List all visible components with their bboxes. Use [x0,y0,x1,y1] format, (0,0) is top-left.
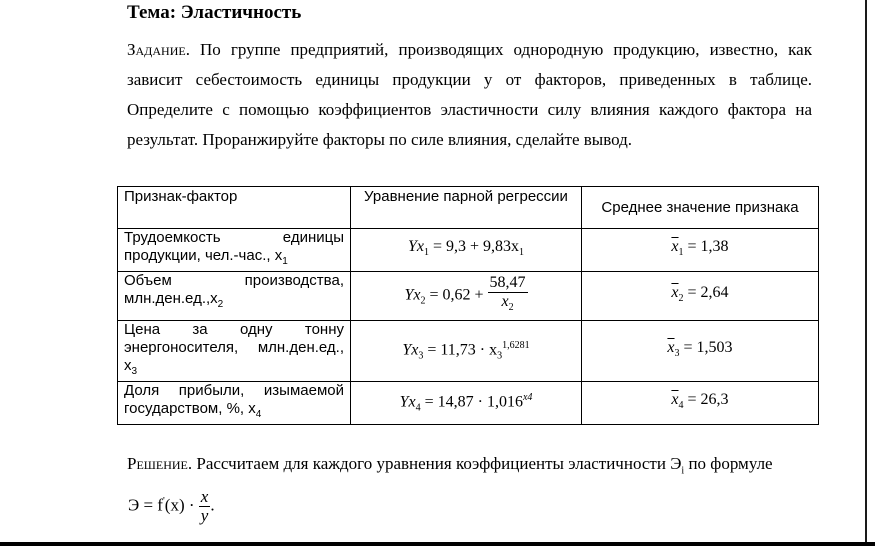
header-equation: Уравнение парной регрессии [351,187,582,229]
page-edge-bottom [0,542,875,546]
solution-text: Рассчитаем для каждого уравнения коэффициенты эластичности Э [196,454,682,473]
factors-table [117,186,819,425]
header-mean: Среднее значение признака [582,187,819,229]
equation-cell: $Yx_4 = 14,87 \cdot 1,016^{x4}$ [351,382,582,425]
mean-cell: $\overline{x}_2 = 2,64$ [582,272,819,321]
factor-line: энергоносителя, млн.ден.ед., [124,339,344,356]
table-row [118,382,819,425]
factor-cell [118,229,351,272]
mean-cell: $\overline{x}_3 = 1,503$ [582,321,819,382]
equation-cell: $Yx_2 = 0,62$ + $\frac{58,47}{x_2}$ [351,272,582,321]
elasticity-formula: Э = f'(x) · $\frac{x}{y}$ . [128,487,215,525]
mean-cell: $\overline{x}_1 = 1,38$ [582,229,819,272]
solution-label: Решение. [127,454,193,473]
factor-line: Трудоемкость единицы [124,229,344,246]
factor-line: $x_3$ [124,357,138,377]
factor-cell [118,272,351,321]
solution-paragraph: Решение. Рассчитаем для каждого уравнения коэффициенты эластичности $Э_i$ по формуле [127,454,773,477]
solution-text-end: по формуле [688,454,773,473]
task-label: Задание. [127,40,190,59]
mean-cell: $\overline{x}_4 = 26,3$ [582,382,819,425]
equation-cell: $Yx_1 = 9,3 + 9,83x_1$ [351,229,582,272]
task-paragraph [127,35,812,155]
factor-line: Доля прибыли, изымаемой [124,382,344,399]
table-row [118,229,819,272]
factor-line: Объем производства, [124,272,344,289]
task-text: По группе предприятий, производящих однородную продукцию, известно, как зависит себестоимость единицы продукции y от факторов, приведенных в таблице. Определите с помощью коэффициентов эластичности силу влияния каждого фактора на результат. Проранжируйте факторы по силе влияния, сделайте вывод. [127,40,812,149]
equation-cell: $Yx_3 = 11,73 \cdot x_3^{1,6281}$ [351,321,582,382]
header-factor: Признак-фактор [118,187,351,229]
factor-line: Цена за одну тонну [124,321,344,338]
table-header-row [118,187,819,229]
table-row [118,321,819,382]
formula-fraction: $\frac{x}{y}$ [200,487,209,525]
page-title: Тема: Эластичность [127,2,302,23]
factor-line: государством, %, $x_4$ [124,400,262,420]
factor-line: $млн.ден.ед.,x_2$ [124,290,224,310]
page-edge-right [865,0,867,546]
factor-cell [118,321,351,382]
equation-fraction: $\frac{58,47}{x_2}$ [489,274,526,314]
factor-line: продукции, чел.-час., $x_1$ [124,247,288,267]
factor-cell [118,382,351,425]
table-row [118,272,819,321]
